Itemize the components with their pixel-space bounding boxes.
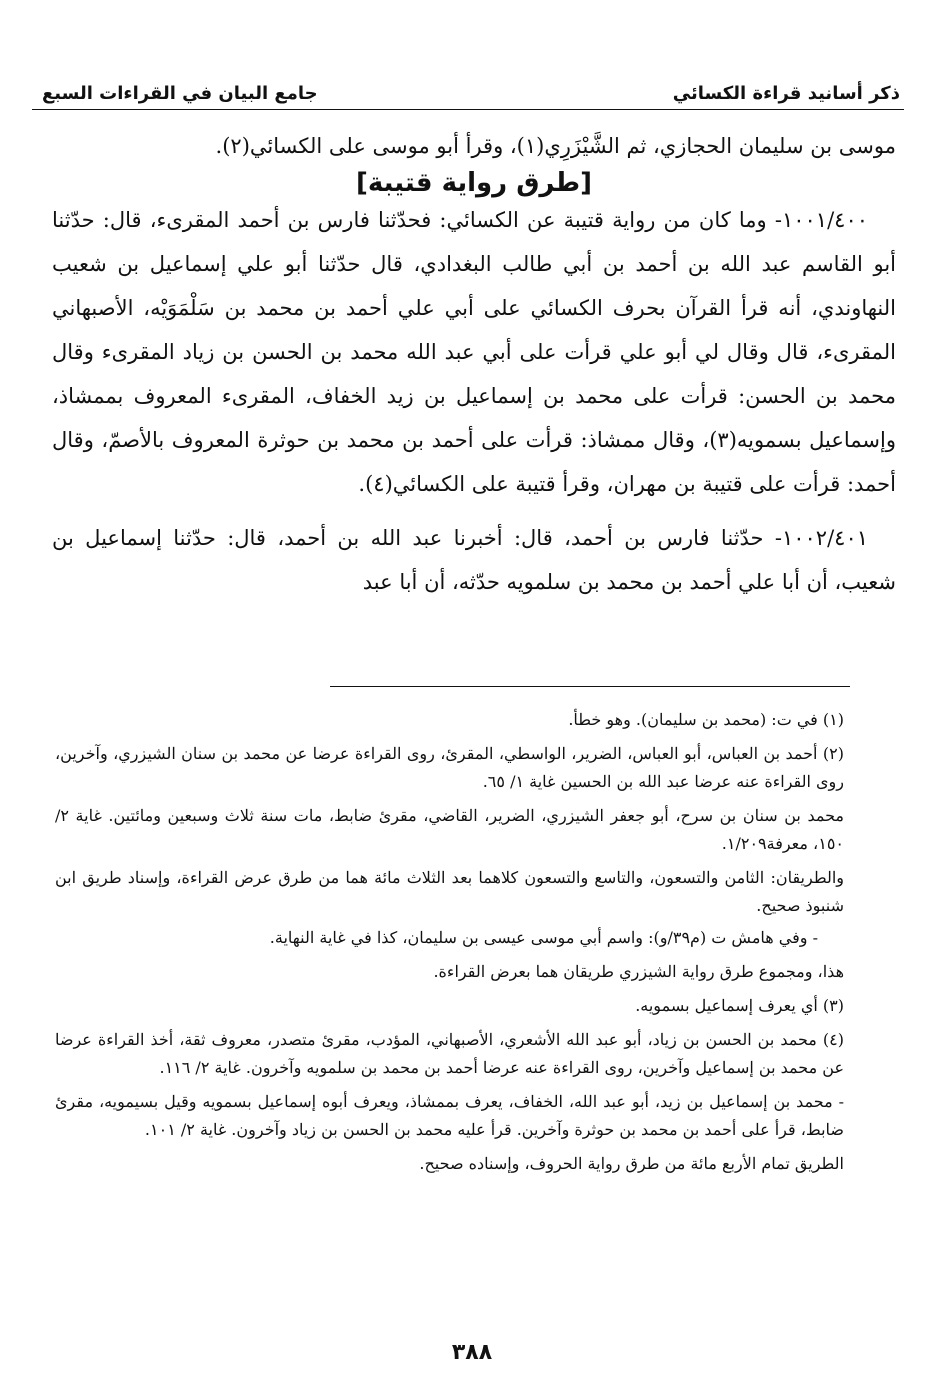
running-header xyxy=(42,70,900,104)
paragraph-1001: ١٠٠١/٤٠٠- وما كان من رواية قتيبة عن الكسائي: فحدّثنا فارس بن أحمد المقرىء، قال: حدّثنا أبو القاسم عبد الله بن أحمد بن أبي طالب البغدادي، قال حدّثنا أبو علي إسماعيل بن شعيب النهاوندي، أنه قرأ القرآن بحرف الكسائي على أبي علي أحمد بن محمد بن سَلْمَوَيْه، الأصبهاني المقرىء، قال وقال لي أبو علي قرأت على أبي عبد الله محمد بن الحسن بن زياد المقرىء وقال محمد بن الحسن: قرأت على محمد بن إسماعيل بن زيد الخفاف، المقرىء المعروف بممشاذ، وإسماعيل بسمويه(٣)، وقال ممشاذ: قرأت على أحمد بن محمد بن حوثرة المعروف بالأصمّ، وقال أحمد: قرأت على قتيبة بن مهران، وقرأ قتيبة على الكسائي(٤). xyxy=(52,208,897,496)
footnote: هذا، ومجموع طرق رواية الشيزري طريقان هما بعرض القراءة. xyxy=(433,962,844,981)
header-rule xyxy=(32,109,904,110)
footnote: الطريق تمام الأربع مائة من طرق رواية الحروف، وإسناده صحيح. xyxy=(419,1154,844,1173)
footnote: (٢) أحمد بن العباس، أبو العباس، الضرير، الواسطي، المقرئ، روى القراءة عرضا عن محمد بن سنان الشيزري، وآخرين، روى القراءة عنه عرضا عبد الله بن الحسين غاية ١/ ٦٥. xyxy=(55,744,845,791)
footnote: (٣) أي يعرف إسماعيل بسمويه. xyxy=(635,996,844,1015)
header-chapter-title: ذكر أسانيد قراءة الكسائي xyxy=(672,83,900,104)
main-text xyxy=(52,124,896,604)
footnote: والطريقان: الثامن والتسعون، والتاسع والتسعون كلاهما بعد الثلاث مائة هما من طرق عرض القراءة، وإسناد طريق ابن شنبوذ صحيح. xyxy=(55,868,844,915)
footnote: - محمد بن إسماعيل بن زيد، أبو عبد الله، الخفاف، يعرف بممشاذ، ويعرف أبوه إسماعيل بسمويه وقيل بسيمويه، مقرئ ضابط، قرأ على أحمد بن محمد بن حوثرة وآخرين. قرأ عليه محمد بن الحسن بن زياد وآخرون. غاية ٢/ ١٠١. xyxy=(55,1092,844,1139)
header-book-title: جامع البيان في القراءات السبع xyxy=(42,83,318,104)
footnote-rule xyxy=(330,686,850,687)
intro-line: موسى بن سليمان الحجازي، ثم الشَّيْزَرِي(١)، وقرأ أبو موسى على الكسائي(٢). xyxy=(215,134,896,158)
paragraph-1002: ١٠٠٢/٤٠١- حدّثنا فارس بن أحمد، قال: أخبرنا عبد الله بن أحمد، قال: حدّثنا إسماعيل بن شعيب، أن أبا علي أحمد بن محمد بن سلمويه حدّثه، أن أبا عبد xyxy=(52,526,896,594)
footnote: محمد بن سنان بن سرح، أبو جعفر الشيزري، الضرير، القاضي، مقرئ ضابط، مات سنة ثلاث وسبعين ومائتين. غاية ٢/ ١٥٠، معرفة١/٢٠٩. xyxy=(55,806,844,853)
footnote: - وفي هامش ت (م٣٩/و): واسم أبي موسى عيسى بن سليمان، كذا في غاية النهاية. xyxy=(269,928,818,947)
footnote: (١) في ت: (محمد بن سليمان). وهو خطأ. xyxy=(568,710,844,729)
footnotes xyxy=(55,706,844,1184)
footnote: (٤) محمد بن الحسن بن زياد، أبو عبد الله الأشعري، الأصبهاني، المؤدب، مقرئ متصدر، معروف ثقة، أخذ القراءة عرضا عن محمد بن إسماعيل وآخرين، روى القراءة عنه عرضا أحمد بن محمد بن سلمويه وآخرون. غاية ٢/ ١١٦. xyxy=(55,1030,844,1077)
section-title: [طرق رواية قتيبة] xyxy=(356,168,592,198)
page-number: ٣٨٨ xyxy=(451,1340,493,1365)
